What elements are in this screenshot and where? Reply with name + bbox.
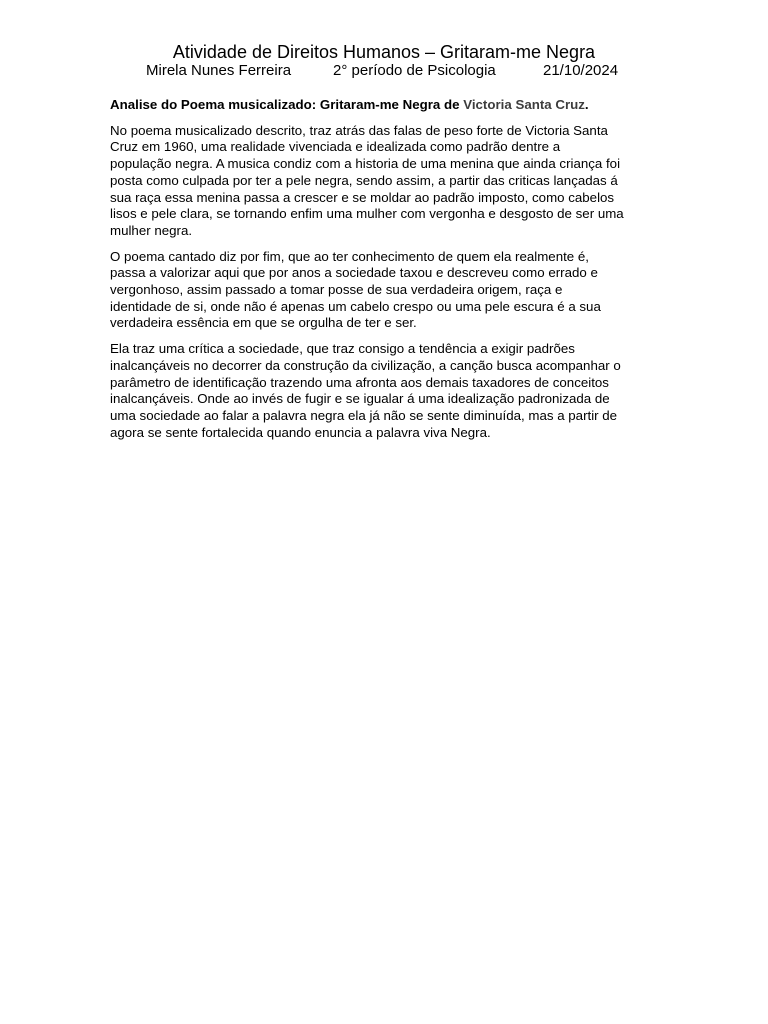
paragraph-line: uma sociedade ao falar a palavra negra ela já não se sente diminuída, mas a partir de	[110, 407, 618, 423]
paragraph-line: mulher negra.	[110, 222, 193, 238]
paragraph-line: vergonhoso, assim passado a tomar posse de sua verdadeira origem, raça e	[110, 282, 563, 298]
paragraph-line: Cruz em 1960, uma realidade vivenciada e idealizada como padrão dentre a	[110, 139, 561, 155]
document-body	[110, 97, 662, 450]
paragraph-line: passa a valorizar aqui que por anos a sociedade taxou e descreveu como errado e	[110, 265, 598, 281]
paragraph-2	[110, 249, 662, 333]
paragraph-line: lisos e pele clara, se tornando enfim uma mulher com vergonha e desgosto de ser uma	[110, 206, 624, 222]
paragraph-line: inalcançáveis no decorrer da construção da civilização, a canção busca acompanhar o	[110, 357, 621, 373]
course-period: 2° período de Psicologia	[333, 62, 496, 79]
paragraph-1	[110, 123, 662, 240]
document-date: 21/10/2024	[543, 62, 619, 79]
paragraph-line: No poema musicalizado descrito, traz atrás das falas de peso forte de Victoria Santa	[110, 122, 608, 138]
section-heading	[110, 97, 662, 114]
paragraph-line: verdadeira essência em que se orgulha de ter e ser.	[110, 315, 417, 331]
paragraph-3	[110, 341, 662, 441]
author-name: Mirela Nunes Ferreira	[146, 62, 292, 79]
heading-author-name: Victoria Santa Cruz	[463, 97, 585, 112]
paragraph-line: população negra. A musica condiz com a historia de uma menina que ainda criança foi	[110, 156, 621, 172]
document-title: Atividade de Direitos Humanos – Gritaram-me Negra	[172, 42, 596, 62]
heading-suffix: .	[584, 97, 589, 112]
paragraph-line: sua raça essa menina passa a crescer e se moldar ao padrão imposto, como cabelos	[110, 189, 615, 205]
paragraph-line: parâmetro de identificação trazendo uma afronta aos demais taxadores de conceitos	[110, 374, 609, 390]
paragraph-line: posta como culpada por ter a pele negra, sendo assim, a partir das criticas lançadas á	[110, 172, 618, 188]
paragraph-line: Ela traz uma crítica a sociedade, que traz consigo a tendência a exigir padrões	[110, 341, 575, 357]
paragraph-line: identidade de si, onde não é apenas um cabelo crespo ou uma pele escura é a sua	[110, 298, 601, 314]
paragraph-line: inalcançáveis. Onde ao invés de fugir e se igualar á uma idealização padronizada de	[110, 391, 610, 407]
paragraph-line: agora se sente fortalecida quando enuncia a palavra viva Negra.	[110, 424, 491, 440]
heading-prefix: Analise do Poema musicalizado: Gritaram-me Negra de	[110, 97, 464, 112]
paragraph-line: O poema cantado diz por fim, que ao ter conhecimento de quem ela realmente é,	[110, 248, 589, 264]
